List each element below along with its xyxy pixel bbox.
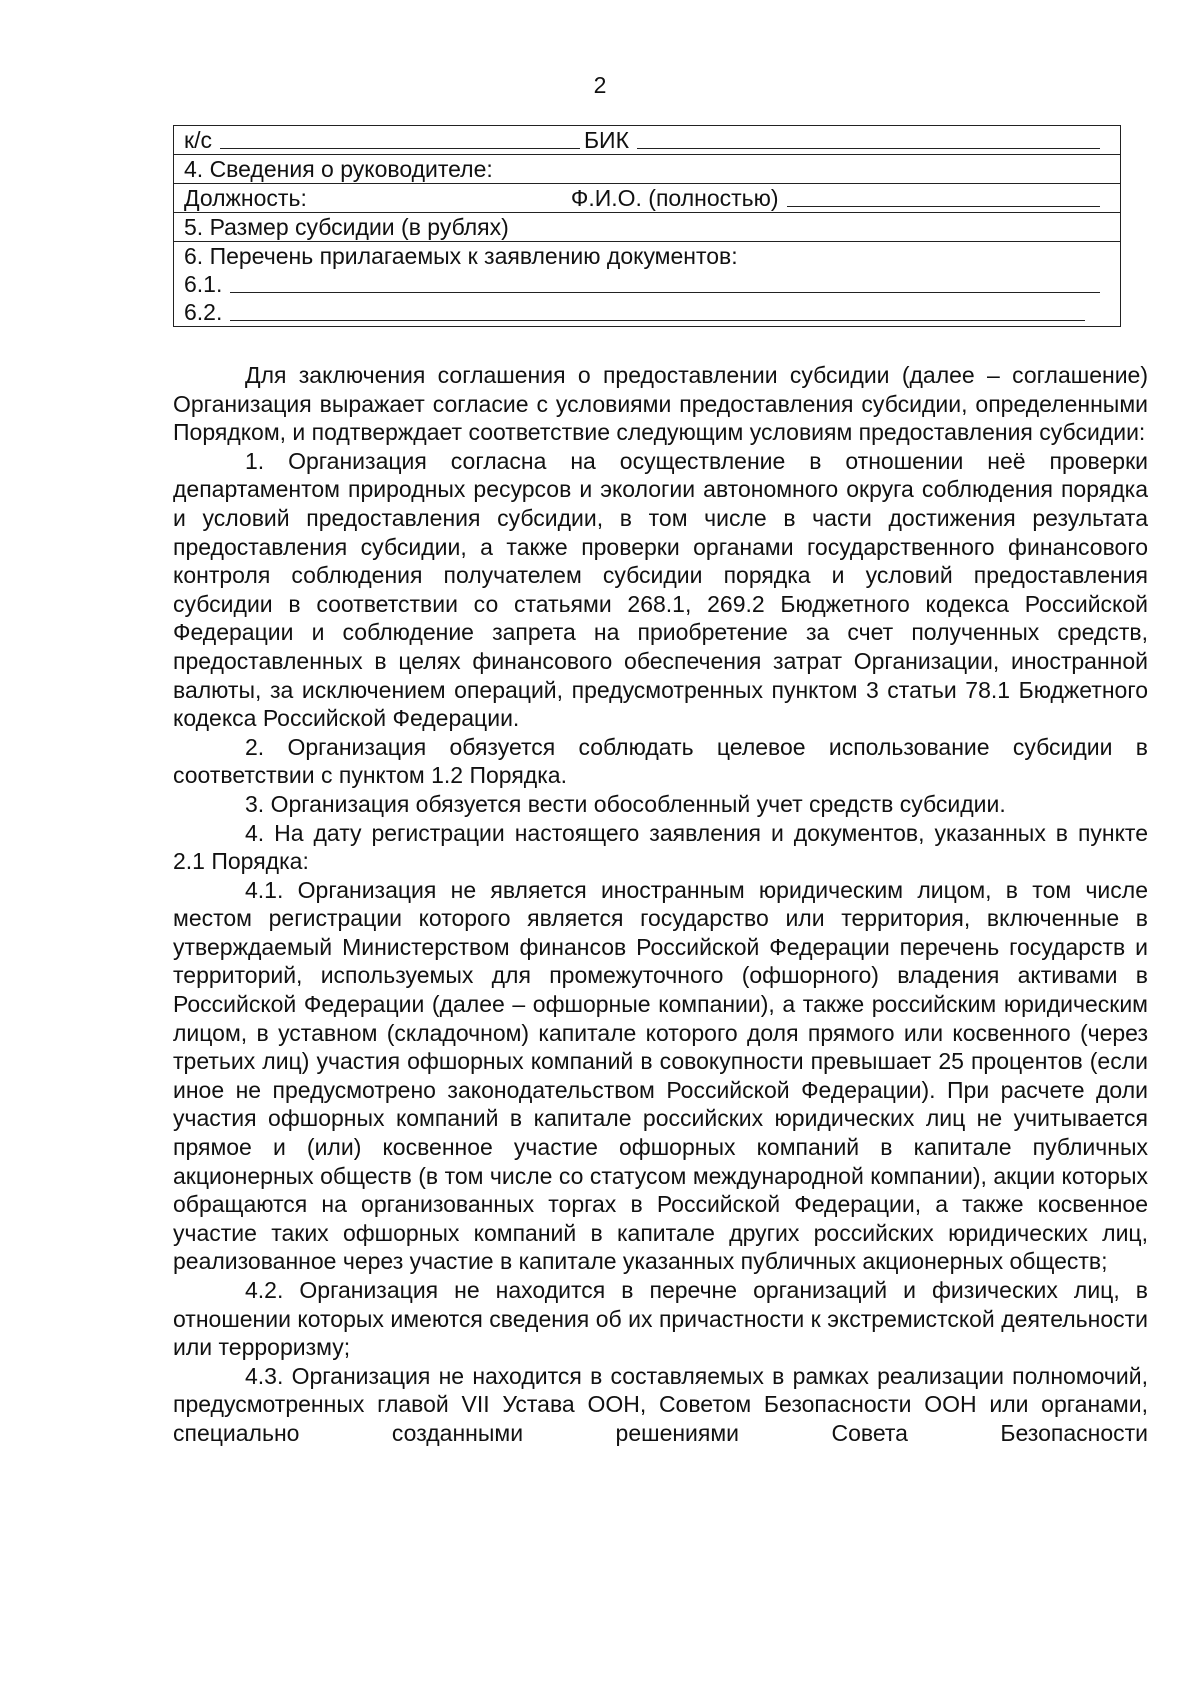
ks-blank-line — [220, 148, 580, 149]
item-6-1-label: 6.1. — [184, 271, 223, 297]
section5-row — [174, 213, 1121, 242]
bik-blank-line — [637, 148, 1100, 149]
clause-3-paragraph: 3. Организация обязуется вести обособленный учет средств субсидии. — [245, 790, 1006, 817]
section6-title: 6. Перечень прилагаемых к заявлению документов: — [184, 243, 738, 269]
item-6-2-blank-line — [230, 320, 1085, 321]
clause-4-paragraph: 4. На дату регистрации настоящего заявления и документов, указанных в пункте 2.1 Порядка: — [173, 819, 1148, 875]
bik-label: БИК — [583, 127, 629, 153]
ks-label: к/с — [184, 127, 212, 153]
clause-4-1-paragraph: 4.1. Организация не является иностранным юридическим лицом, в том числе местом регистрации которого является государство или территория, включенные в утверждаемый Министерством финансов Российской Федерации перечень государств и территорий, используемых для промежуточного (офшорного) владения активами в Российской Федерации (далее – офшорные компании), а также российским юридическим лицом, в уставном (складочном) капитале которого доля прямого или косвенного (через третьих лиц) участия офшорных компаний в совокупности превышает 25 процентов (если иное не предусмотрено законодательством Российской Федерации). При расчете доли участия офшорных компаний в капитале российских юридических лиц не учитывается прямое и (или) косвенное участие офшорных компаний в капитале публичных акционерных обществ (в том числе со статусом международной компании), акции которых обращаются на организованных торгах в Российской Федерации, а также косвенное участие таких офшорных компаний в капитале других российских юридических лиц, реализованное через участие в капитале указанных публичных акционерных обществ; — [173, 876, 1148, 1275]
section4-title: 4. Сведения о руководителе: — [184, 156, 493, 182]
item-6-1-blank-line — [230, 292, 1100, 293]
intro-paragraph: Для заключения соглашения о предоставлении субсидии (далее – соглашение) Организация выражает согласие с условиями предоставления субсидии, определенными Порядком, и подтверждает соответствие следующим условиям предоставления субсидии: — [173, 362, 1148, 446]
position-row — [174, 184, 1121, 213]
section6-row — [174, 242, 1121, 327]
clause-2-paragraph: 2. Организация обязуется соблюдать целевое использование субсидии в соответствии с пунктом 1.2 Порядка. — [173, 733, 1148, 789]
fio-blank-line — [787, 206, 1100, 207]
bank-details-row — [174, 126, 1121, 155]
position-label: Должность: — [184, 185, 307, 211]
document-body — [173, 361, 1148, 1448]
section5-title: 5. Размер субсидии (в рублях) — [184, 214, 509, 240]
clause-1-paragraph: 1. Организация согласна на осуществление в отношении неё проверки департаментом природных ресурсов и экологии автономного округа соблюдения порядка и условий предоставления субсидии, в том числе в части достижения результата предоставления субсидии, а также проверки органами государственного финансового контроля соблюдения получателем субсидии порядка и условий предоставления субсидии в соответствии со статьями 268.1, 269.2 Бюджетного кодекса Российской Федерации и соблюдение запрета на приобретение за счет полученных средств, предоставленных в целях финансового обеспечения затрат Организации, иностранной валюты, за исключением операций, предусмотренных пунктом 3 статьи 78.1 Бюджетного кодекса Российской Федерации. — [173, 447, 1148, 732]
fio-label: Ф.И.О. (полностью) — [570, 185, 779, 211]
clause-4-2-paragraph: 4.2. Организация не находится в перечне организаций и физических лиц, в отношении которых имеются сведения об их причастности к экстремистской деятельности или терроризму; — [173, 1277, 1148, 1361]
section4-row — [174, 155, 1121, 184]
application-form-table — [173, 125, 1121, 327]
item-6-2-label: 6.2. — [184, 299, 223, 325]
clause-4-3-paragraph: 4.3. Организация не находится в составляемых в рамках реализации полномочий, предусмотренных главой VII Устава ООН, Советом Безопасности ООН или органами, специально созданными решениями Совета Безопасности — [173, 1362, 1148, 1446]
page-number: 2 — [593, 72, 607, 98]
